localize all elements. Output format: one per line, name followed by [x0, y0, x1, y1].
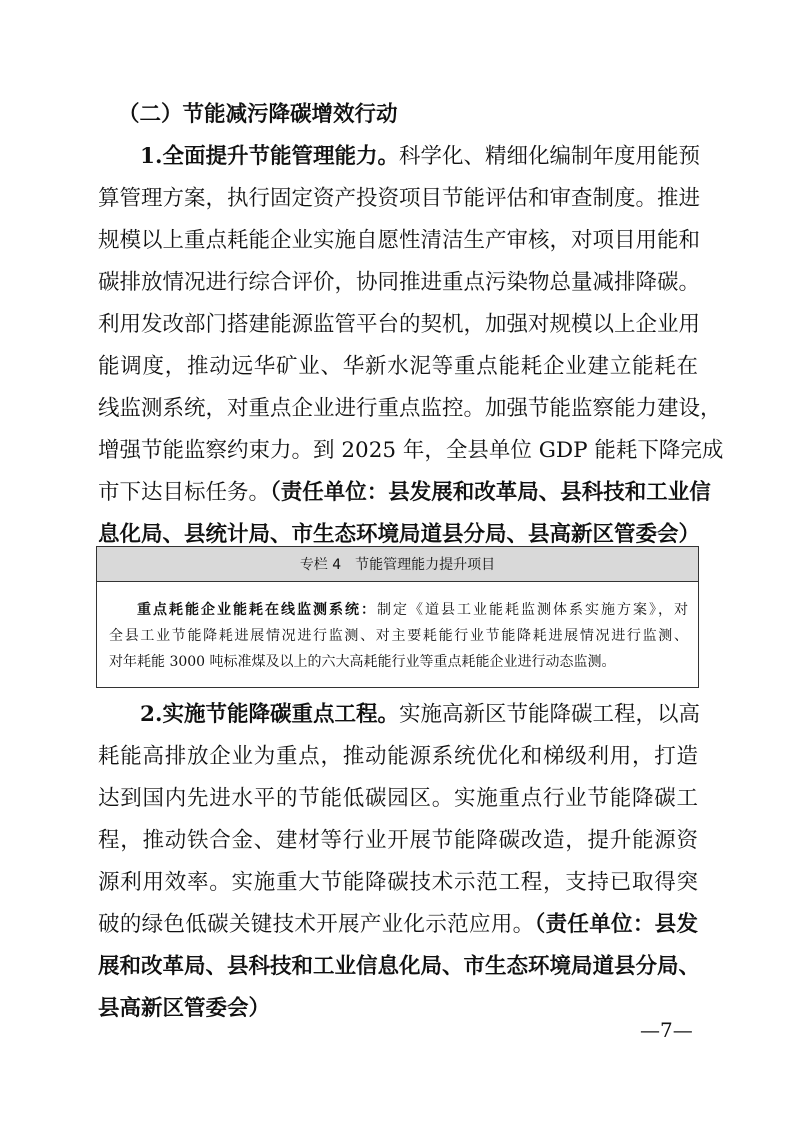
column-box-line: 全县工业节能降耗进展情况进行监测、对主要耗能行业节能降耗进展情况进行监测、: [109, 628, 688, 644]
paragraph-line: 线监测系统，对重点企业进行重点监控。加强节能监察能力建设，: [98, 396, 722, 421]
paragraph-line: 息化局、县统计局、市生态环境局道县分局、县高新区管委会）: [98, 522, 701, 547]
column-item-text: 制定《道县工业能耗监测体系实施方案》，对: [377, 602, 688, 618]
paragraph-line: [140, 142, 698, 172]
paragraph-text: 破的绿色低碳关键技术开展产业化示范应用。: [98, 912, 535, 937]
column-box-line: [97, 597, 700, 623]
paragraph-lead: 2.实施节能降碳重点工程。: [140, 702, 399, 727]
paragraph-line: 能调度，推动远华矿业、华新水泥等重点能耗企业建立能耗在: [98, 354, 698, 379]
responsible-units: （责任单位：县发展和改革局、县科技和工业信: [270, 480, 711, 505]
column-item-lead: 重点耗能企业能耗在线监测系统：: [137, 602, 377, 618]
paragraph-text: 实施高新区节能降碳工程，以高: [398, 702, 700, 727]
paragraph-line: 耗能高排放企业为重点，推动能源系统优化和梯级利用，打造: [98, 744, 698, 769]
paragraph-line: 达到国内先进水平的节能低碳园区。实施重点行业节能降碳工: [98, 786, 698, 811]
paragraph-line: [140, 700, 698, 730]
column-box-title: [97, 547, 698, 582]
paragraph-line: 县高新区管委会）: [98, 996, 271, 1021]
paragraph-lead: 1.全面提升节能管理能力。: [140, 144, 399, 169]
paragraph-line: 碳排放情况进行综合评价，协同推进重点污染物总量减排降碳。: [98, 270, 701, 295]
paragraph-text: 科学化、精细化编制年度用能预: [398, 144, 700, 169]
responsible-units: （责任单位：县发: [534, 912, 698, 937]
paragraph-line: [98, 478, 711, 508]
section-heading: （二）节能减污降碳增效行动: [118, 102, 398, 127]
paragraph-line: 利用发改部门搭建能源监管平台的契机，加强对规模以上企业用: [98, 312, 701, 337]
paragraph-line: 程，推动铁合金、建材等行业开展节能降碳改造，提升能源资: [98, 828, 698, 853]
column-box: [96, 546, 699, 688]
paragraph-line: 规模以上重点耗能企业实施自愿性清洁生产审核，对项目用能和: [98, 228, 701, 253]
paragraph-line: 算管理方案，执行固定资产投资项目节能评估和审查制度。推进: [98, 186, 701, 211]
paragraph-line: 源利用效率。实施重大节能降碳技术示范工程，支持已取得突: [98, 870, 698, 895]
column-title: 节能管理能力提升项目: [355, 557, 496, 573]
paragraph-text: 市下达目标任务。: [98, 480, 271, 505]
paragraph-line: [98, 910, 698, 940]
paragraph-line: 增强节能监察约束力。到 2025 年，全县单位 GDP 能耗下降完成: [98, 438, 724, 463]
column-label: 专栏 4: [299, 557, 342, 573]
column-box-line: 对年耗能 3000 吨标准煤及以上的六大高耗能行业等重点耗能企业进行动态监测。: [109, 654, 616, 670]
paragraph-line: 展和改革局、县科技和工业信息化局、市生态环境局道县分局、: [98, 954, 701, 979]
page-number: —7—: [640, 1018, 693, 1042]
